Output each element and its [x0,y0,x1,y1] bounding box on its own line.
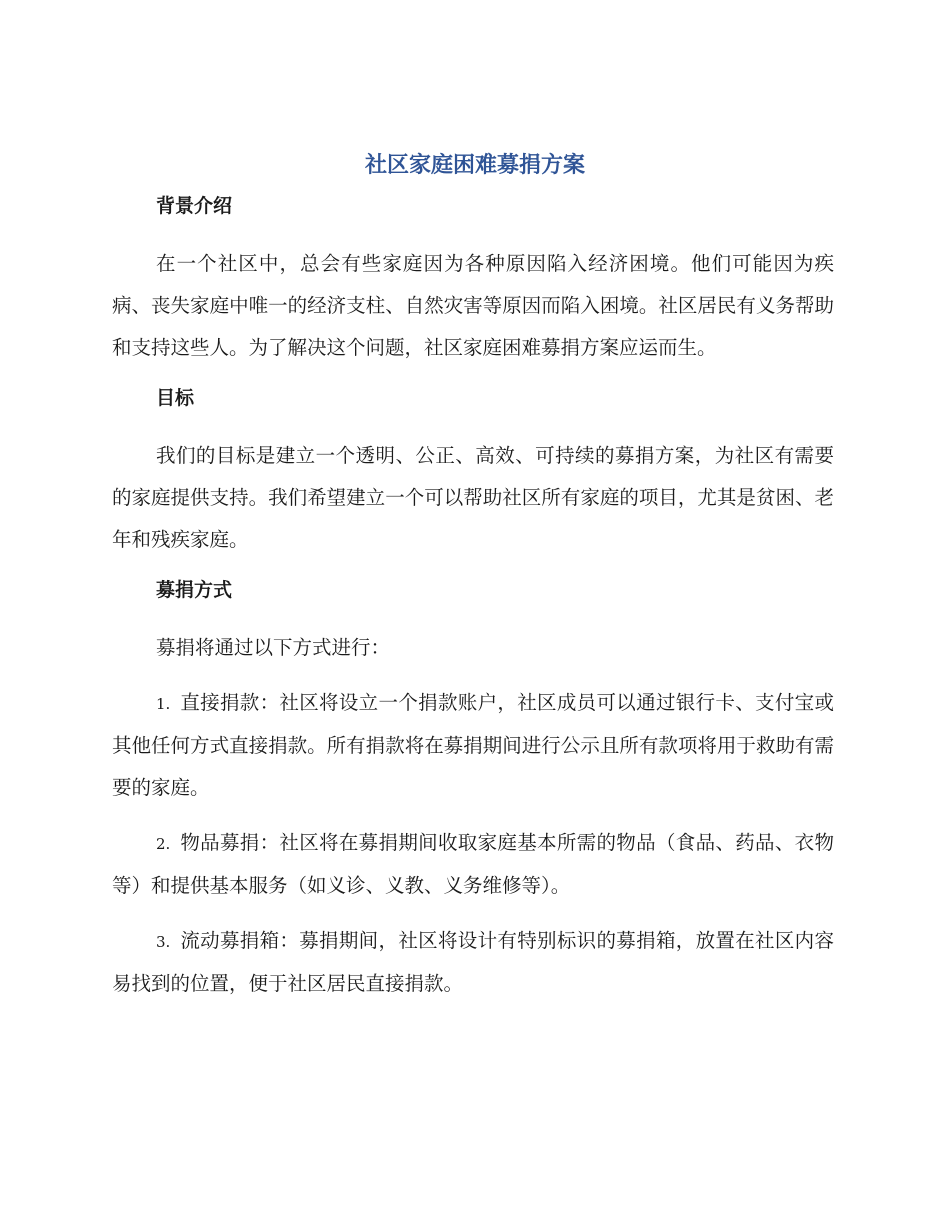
list-item-number: 1. [156,695,171,713]
list-item [112,822,834,907]
section-heading-background: 背景介绍 [156,195,233,217]
goal-paragraph: 我们的目标是建立一个透明、公正、高效、可持续的募捐方案，为社区有需要的家庭提供支持。我们希望建立一个可以帮助社区所有家庭的项目，尤其是贫困、老年和残疾家庭。 [112,444,834,551]
list-item-number: 3. [156,933,171,951]
background-paragraph: 在一个社区中，总会有些家庭因为各种原因陷入经济困境。他们可能因为疾病、丧失家庭中唯一的经济支柱、自然灾害等原因而陷入困境。社区居民有义务帮助和支持这些人。为了解决这个问题，社区家庭困难募捐方案应运而生。 [112,252,834,359]
list-item-text: 物品募捐：社区将在募捐期间收取家庭基本所需的物品（食品、药品、衣物等）和提供基本服务（如义诊、义教、义务维修等）。 [112,831,834,897]
list-item [112,682,834,809]
list-item-number: 2. [156,835,171,853]
section-heading-goal: 目标 [156,387,195,409]
list-item-text: 直接捐款：社区将设立一个捐款账户，社区成员可以通过银行卡、支付宝或其他任何方式直接捐款。所有捐款将在募捐期间进行公示且所有款项将用于救助有需要的家庭。 [112,691,834,799]
section-heading-methods: 募捐方式 [156,579,233,601]
document-body [112,190,834,1018]
methods-intro: 募捐将通过以下方式进行： [156,636,391,659]
document-title: 社区家庭困难募捐方案 [364,153,585,178]
list-item [112,920,834,1005]
list-item-text: 流动募捐箱：募捐期间，社区将设计有特别标识的募捐箱，放置在社区内容易找到的位置，便于社区居民直接捐款。 [112,929,834,995]
